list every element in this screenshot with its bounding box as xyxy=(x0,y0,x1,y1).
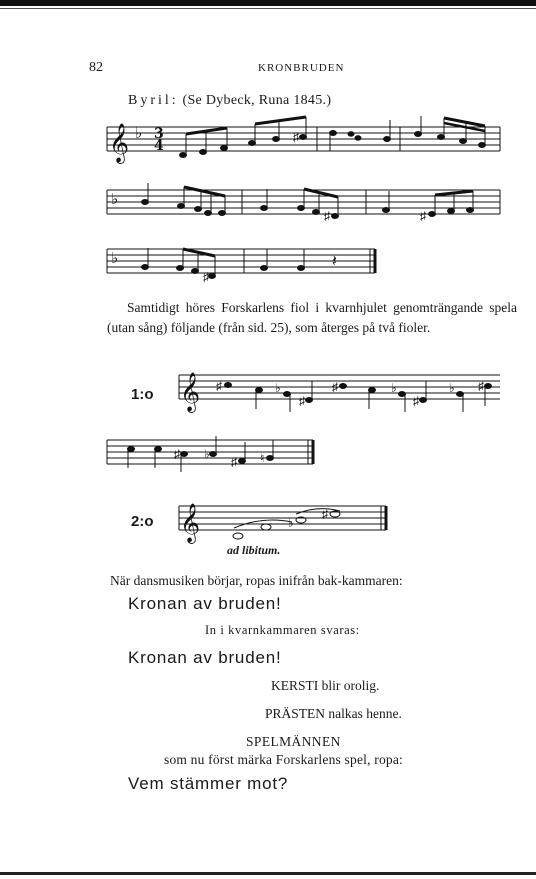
svg-text:♭: ♭ xyxy=(288,516,294,530)
byril-name: Byril: xyxy=(128,93,179,108)
stage-direction-1: När dansmusiken börjar, ropas inifrån bak-kammaren: xyxy=(110,573,403,588)
cry-line-2: Kronan av bruden! xyxy=(128,648,282,667)
treble-clef-4: 𝄞 xyxy=(180,372,201,412)
stage-direction-2: In i kvarnkammaren svaras: xyxy=(205,623,360,637)
svg-text:♯: ♯ xyxy=(216,379,222,393)
svg-text:♯: ♯ xyxy=(231,455,237,469)
byril-reference: (Se Dybeck, Runa 1845.) xyxy=(182,93,332,108)
tempo-marking: ad libitum. xyxy=(227,543,281,557)
svg-text:♯: ♯ xyxy=(413,394,419,408)
violin-label-second: 2:o xyxy=(131,513,154,530)
stage-direction-3: som nu först märka Forskarlens spel, ropa: xyxy=(164,752,403,767)
page-number: 82 xyxy=(89,60,103,75)
stage-direction-prasten: PRÄSTEN nalkas henne. xyxy=(265,706,402,721)
bottom-border xyxy=(0,872,536,875)
speaker-spelmannen: SPELMÄNNEN xyxy=(246,734,341,749)
svg-text:♯: ♯ xyxy=(174,447,180,461)
svg-text:♭: ♭ xyxy=(449,381,455,395)
notes-staff-5 xyxy=(128,436,274,472)
notes-staff-2 xyxy=(142,183,474,223)
svg-text:♭: ♭ xyxy=(391,381,397,395)
svg-text:♯: ♯ xyxy=(324,209,330,223)
staff-6 xyxy=(179,506,386,530)
svg-text:♯: ♯ xyxy=(420,209,426,223)
flat-sign-1: ♭ xyxy=(135,124,143,142)
svg-text:♯: ♯ xyxy=(322,507,328,521)
notes-staff-4 xyxy=(216,379,492,412)
treble-clef-6: 𝄞 xyxy=(180,503,201,543)
intro-text: Samtidigt höres Forskarlens fiol i kvarnhjulet genomträngande spela (utan sång) följande (från sid. 25), som återges på två fioler. xyxy=(107,300,517,335)
svg-text:♯: ♯ xyxy=(203,270,209,284)
svg-text:𝄽: 𝄽 xyxy=(332,253,337,270)
svg-text:♭: ♭ xyxy=(275,381,281,395)
svg-text:♮: ♮ xyxy=(260,451,265,465)
cry-line-3: Vem stämmer mot? xyxy=(128,774,289,793)
flat-sign-3: ♭ xyxy=(111,249,119,267)
violin-label-first: 1:o xyxy=(131,386,154,403)
svg-text:♯: ♯ xyxy=(478,379,484,393)
svg-text:♭: ♭ xyxy=(204,447,210,461)
svg-text:♯: ♯ xyxy=(293,130,299,144)
cry-line-1: Kronan av bruden! xyxy=(128,594,282,613)
treble-clef-1: 𝄞 xyxy=(109,123,130,163)
stage-direction-kersti: KERSTI blir orolig. xyxy=(271,678,380,693)
svg-text:♯: ♯ xyxy=(299,394,305,408)
time-sig-top: 3 xyxy=(154,126,164,142)
intro-paragraph xyxy=(107,298,517,338)
notes-staff-3 xyxy=(142,248,338,284)
svg-text:♯: ♯ xyxy=(332,380,338,394)
flat-sign-2: ♭ xyxy=(111,190,119,208)
running-head: KRONBRUDEN xyxy=(258,62,345,74)
time-sig-bottom: 4 xyxy=(154,138,164,154)
